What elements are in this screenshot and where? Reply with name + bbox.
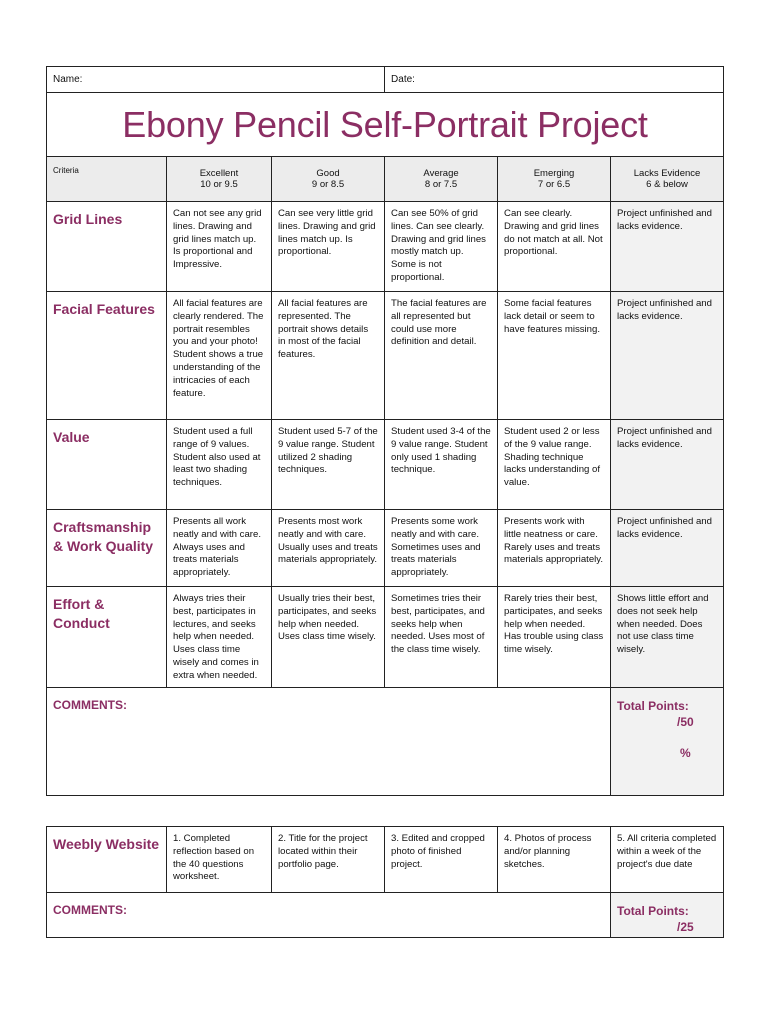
cell-good: Presents most work neatly and with care. Usually uses and treats materials appropriately. xyxy=(272,510,385,587)
cell-good: All facial features are represented. The portrait shows details in most of the facial features. xyxy=(272,292,385,420)
cell-lacks-evidence: Project unfinished and lacks evidence. xyxy=(611,420,724,510)
cell-emerging: Some facial features lack detail or seem to have features missing. xyxy=(498,292,611,420)
cell-average: Can see 50% of grid lines. Can see clearly. Drawing and grid lines mostly match up. Some is not proportional. xyxy=(385,202,498,292)
cell-emerging: Student used 2 or less of the 9 value range. Shading technique lacks understanding of value. xyxy=(498,420,611,510)
comments-row xyxy=(47,893,724,938)
comments-box[interactable] xyxy=(47,688,611,796)
total-points-label: Total Points: xyxy=(617,699,689,713)
cell-average: Presents some work neatly and with care. Sometimes uses and treats materials appropriately. xyxy=(385,510,498,587)
table-row xyxy=(47,510,724,587)
cell-lacks-evidence: Project unfinished and lacks evidence. xyxy=(611,202,724,292)
cell-excellent: Can not see any grid lines. Drawing and grid lines match up. Is proportional and Impressive. xyxy=(167,202,272,292)
comments-label: COMMENTS: xyxy=(53,698,127,712)
cell-average: Student used 3-4 of the 9 value range. Student only used 1 shading technique. xyxy=(385,420,498,510)
row-label-effort-conduct: Effort & Conduct xyxy=(47,587,167,688)
weebly-criterion-4: 4. Photos of process and/or planning sketches. xyxy=(498,827,611,893)
row-label-craftsmanship: Craftsmanship & Work Quality xyxy=(47,510,167,587)
cell-lacks-evidence: Project unfinished and lacks evidence. xyxy=(611,292,724,420)
cell-emerging: Can see clearly. Drawing and grid lines do not match at all. Not proportional. xyxy=(498,202,611,292)
weebly-criterion-5: 5. All criteria completed within a week of the project's due date xyxy=(611,827,724,893)
total-points-box[interactable] xyxy=(611,893,724,938)
row-label-value: Value xyxy=(47,420,167,510)
level-header-lacks-evidence: Lacks Evidence 6 & below xyxy=(611,157,724,202)
cell-emerging: Presents work with little neatness or care. Rarely uses and treats materials appropriately. xyxy=(498,510,611,587)
comments-label: COMMENTS: xyxy=(53,903,127,917)
weebly-criterion-2: 2. Title for the project located within their portfolio page. xyxy=(272,827,385,893)
total-points-max: /50 xyxy=(677,715,694,729)
cell-lacks-evidence: Shows little effort and does not seek help when needed. Does not use class time wisely. xyxy=(611,587,724,688)
total-points-max: /25 xyxy=(677,920,694,934)
table-row xyxy=(47,420,724,510)
comments-box[interactable] xyxy=(47,893,611,938)
percent-label: % xyxy=(680,746,691,760)
level-header-emerging: Emerging 7 or 6.5 xyxy=(498,157,611,202)
cell-good: Student used 5-7 of the 9 value range. Student utilized 2 shading techniques. xyxy=(272,420,385,510)
page-title: Ebony Pencil Self-Portrait Project xyxy=(122,103,648,145)
criteria-header: Criteria xyxy=(47,157,167,202)
cell-lacks-evidence: Project unfinished and lacks evidence. xyxy=(611,510,724,587)
total-points-label: Total Points: xyxy=(617,904,689,918)
cell-good: Can see very little grid lines. Drawing and grid lines match up. Is proportional. xyxy=(272,202,385,292)
name-label: Name: xyxy=(53,74,83,85)
table-row xyxy=(47,292,724,420)
weebly-table xyxy=(46,826,724,938)
cell-excellent: Student used a full range of 9 values. Student also used at least two shading techniques. xyxy=(167,420,272,510)
table-row xyxy=(47,202,724,292)
date-label: Date: xyxy=(391,74,415,85)
cell-average: The facial features are all represented but could use more definition and detail. xyxy=(385,292,498,420)
row-label-weebly-website: Weebly Website xyxy=(47,827,167,893)
cell-excellent: Presents all work neatly and with care. Always uses and treats materials appropriately. xyxy=(167,510,272,587)
weebly-criterion-1: 1. Completed reflection based on the 40 questions worksheet. xyxy=(167,827,272,893)
level-header-excellent: Excellent 10 or 9.5 xyxy=(167,157,272,202)
name-field[interactable] xyxy=(47,67,385,93)
level-header-good: Good 9 or 8.5 xyxy=(272,157,385,202)
row-label-grid-lines: Grid Lines xyxy=(47,202,167,292)
table-row xyxy=(47,827,724,893)
cell-excellent: All facial features are clearly rendered. The portrait resembles you and your photo! Student shows a true understanding of the intricacies of each feature. xyxy=(167,292,272,420)
cell-emerging: Rarely tries their best, participates, and seeks help when needed. Has trouble using class time wisely. xyxy=(498,587,611,688)
weebly-criterion-3: 3. Edited and cropped photo of finished project. xyxy=(385,827,498,893)
header-row xyxy=(47,157,724,202)
rubric-table xyxy=(46,66,724,796)
title-cell xyxy=(47,93,724,157)
cell-average: Sometimes tries their best, participates, and seeks help when needed. Uses most of the class time wisely. xyxy=(385,587,498,688)
cell-excellent: Always tries their best, participates in lectures, and seeks help when needed. Uses class time wisely and comes in extra when needed. xyxy=(167,587,272,688)
total-points-box[interactable] xyxy=(611,688,724,796)
cell-good: Usually tries their best, participates, and seeks help when needed. Uses class time wisely. xyxy=(272,587,385,688)
date-field[interactable] xyxy=(385,67,724,93)
table-row xyxy=(47,587,724,688)
row-label-facial-features: Facial Features xyxy=(47,292,167,420)
level-header-average: Average 8 or 7.5 xyxy=(385,157,498,202)
comments-row xyxy=(47,688,724,796)
